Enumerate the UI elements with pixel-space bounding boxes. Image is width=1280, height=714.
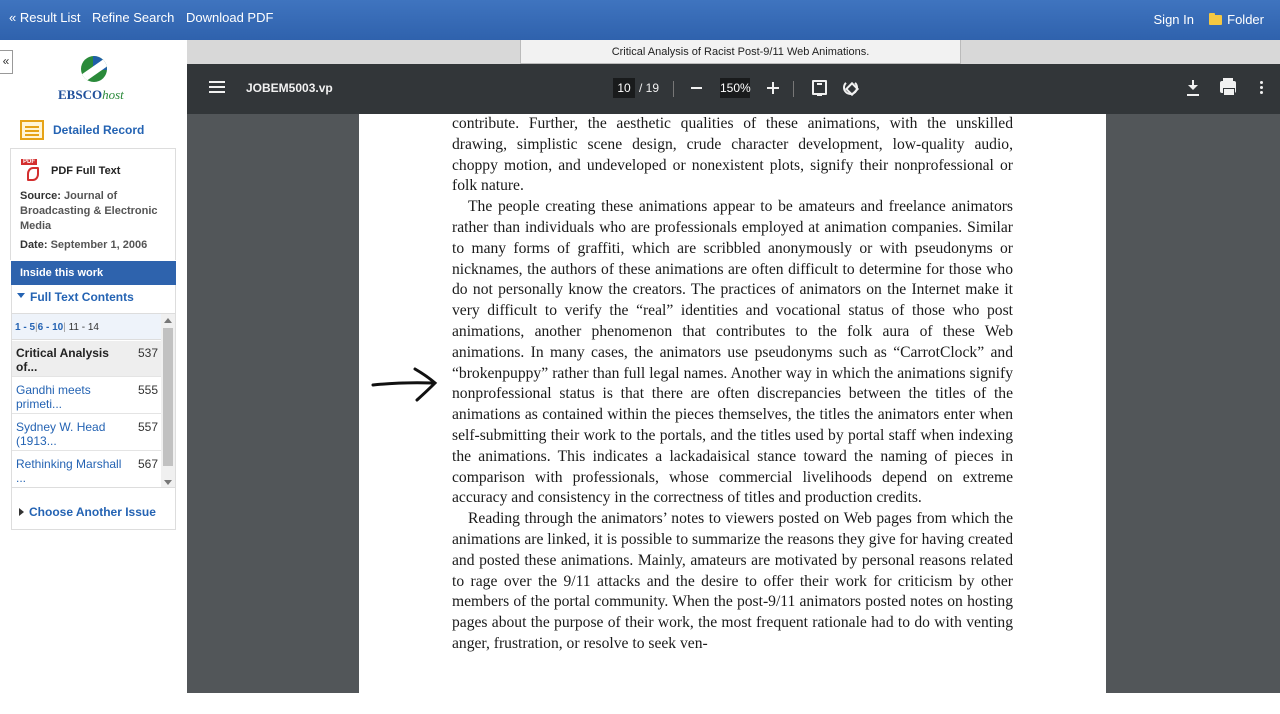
more-actions-icon[interactable] — [1260, 81, 1263, 84]
sign-in-link[interactable]: Sign In — [1153, 12, 1194, 27]
pdf-icon — [21, 159, 41, 183]
source-value: Journal of Broadcasting & Electronic Media — [20, 190, 158, 232]
pdf-full-text-label: PDF Full Text — [51, 165, 121, 177]
table-of-contents — [11, 313, 176, 488]
toc-item[interactable] — [12, 341, 162, 377]
record-info-box — [10, 148, 176, 260]
paragraph: Reading through the animators’ notes to viewers posted on Web pages from which the animations are linked, it is possible to summarize the reasons they give for having created and posted these animations. Mainly, amateurs are motivated by personal reasons related to rage over the 9/11 attacks and the desire to offer their work for criticism by other members of the portal community. When the post-9/11 animators posted notes on hosting pages about the purpose of their work, the most frequent rationale had to do with venting anger, frustration, or resolve to seek ven- — [452, 510, 1013, 652]
date-info — [20, 239, 147, 251]
toc-item-title: Critical Analysis of... — [16, 346, 109, 374]
folder-label: Folder — [1227, 12, 1264, 27]
toc-item-page: 557 — [137, 420, 158, 434]
document-title: Critical Analysis of Racist Post-9/11 Web Animations. — [520, 40, 961, 64]
menu-icon[interactable] — [209, 81, 225, 93]
toc-item-page: 567 — [137, 457, 158, 471]
toc-item[interactable] — [12, 452, 162, 488]
triangle-down-icon — [17, 293, 25, 298]
fit-to-page-icon[interactable] — [812, 80, 827, 95]
choose-another-issue-toggle[interactable] — [11, 488, 176, 530]
toc-pager: 1 - 5|6 - 10| 11 - 14 — [12, 314, 162, 340]
toc-item-title: Gandhi meets primeti... — [16, 383, 91, 411]
zoom-out-icon[interactable] — [691, 87, 702, 89]
logo-text-main: EBSCO — [58, 87, 103, 102]
toc-item-title: Sydney W. Head (1913... — [16, 420, 106, 448]
toc-item-page: 555 — [137, 383, 158, 397]
date-label: Date: — [20, 239, 48, 251]
file-name: JOBEM5003.vp — [246, 81, 333, 95]
choose-another-issue-label: Choose Another Issue — [29, 505, 156, 519]
pdf-page — [359, 114, 1106, 714]
pdf-viewer — [187, 40, 1280, 693]
inside-this-work-header: Inside this work — [11, 261, 176, 285]
zoom-level-input[interactable]: 150% — [720, 78, 750, 98]
toc-scrollbar[interactable] — [161, 314, 175, 488]
folder-link[interactable] — [1209, 12, 1264, 27]
print-icon[interactable] — [1220, 81, 1236, 93]
result-list-link[interactable]: « Result List — [9, 10, 81, 25]
page-body — [452, 114, 1013, 655]
pager-current-11-14: 11 - 14 — [68, 322, 99, 333]
pager-link-1-5[interactable]: 1 - 5 — [15, 322, 36, 333]
ebsco-globe-icon — [81, 56, 107, 82]
full-text-contents-toggle[interactable] — [11, 285, 176, 313]
collapse-sidebar-button[interactable]: « — [0, 50, 13, 74]
paragraph: contribute. Further, the aesthetic qualities of these animations, with the unskilled drawing, simplistic scene design, crude character development, low-quality audio, choppy motion, and undeveloped or nonexistent plots, signify their nonprofessional or folk nature. — [452, 115, 1013, 195]
toc-item-page: 537 — [137, 346, 158, 360]
detailed-record-link[interactable] — [20, 120, 144, 140]
page-number-input[interactable]: 10 — [613, 78, 635, 98]
toc-item-title: Rethinking Marshall ... — [16, 457, 122, 485]
date-value: September 1, 2006 — [50, 239, 148, 251]
detailed-record-label: Detailed Record — [53, 123, 145, 137]
source-label: Source: — [20, 190, 61, 202]
download-pdf-link[interactable]: Download PDF — [186, 10, 274, 25]
sidebar — [0, 40, 187, 693]
page-total: / 19 — [639, 81, 660, 95]
source-info — [20, 189, 170, 234]
paragraph: The people creating these animations appear to be amateurs and freelance animators rather than individuals who are professionals employed at animation companies. Similar to many forms of graffiti, which are scribbled anonymously or with pseudonyms or nicknames, the authors of these animations are often difficult to determine for those who do not personally know the creators. The practices of animators on the Internet make it very difficult to verify the “real” identities and vocational status of those who post animations, another phenomenon that contributes to the folk aura of these Web animations. In many cases, the animators use pseudonyms such as “CarrotClock” and “brokenpuppy” rather than full legal names. Another way in which the animations signify nonprofessional status is that there are often discrepancies between the titles of the animations as contained within the pieces themselves, the titles the animators enter when self-submitting their work to the portals, and the titles used by portal staff when indexing the animations. This indicates a lackadaisical stance toward the naming of pieces in comparison with professionals, whose commercial livelihoods depend on extreme accuracy and consistency in the correctness of titles and production credits. — [452, 198, 1013, 507]
scroll-up-icon[interactable] — [164, 318, 172, 323]
toc-item[interactable] — [12, 378, 162, 414]
pdf-full-text-link[interactable] — [21, 159, 120, 183]
triangle-right-icon — [19, 508, 24, 516]
toolbar-divider — [673, 81, 674, 97]
toolbar-divider — [793, 81, 794, 97]
pager-link-6-10[interactable]: 6 - 10 — [37, 322, 64, 333]
toc-item[interactable] — [12, 415, 162, 451]
rotate-icon[interactable] — [843, 80, 858, 95]
folder-icon — [1209, 15, 1222, 25]
zoom-in-icon[interactable] — [767, 82, 779, 94]
document-title-bar — [187, 40, 1280, 64]
refine-search-link[interactable]: Refine Search — [92, 10, 175, 25]
scroll-thumb[interactable] — [163, 328, 173, 466]
full-text-contents-label: Full Text Contents — [30, 290, 134, 304]
handwritten-arrow-icon — [371, 364, 441, 404]
pdf-toolbar — [187, 64, 1280, 114]
pdf-icon-tag: PDF — [23, 159, 35, 165]
top-navigation-bar — [0, 0, 1280, 40]
ebscohost-logo — [56, 54, 136, 104]
scroll-down-icon[interactable] — [164, 480, 172, 485]
detailed-record-icon — [20, 120, 44, 140]
logo-text-host: host — [102, 87, 124, 102]
